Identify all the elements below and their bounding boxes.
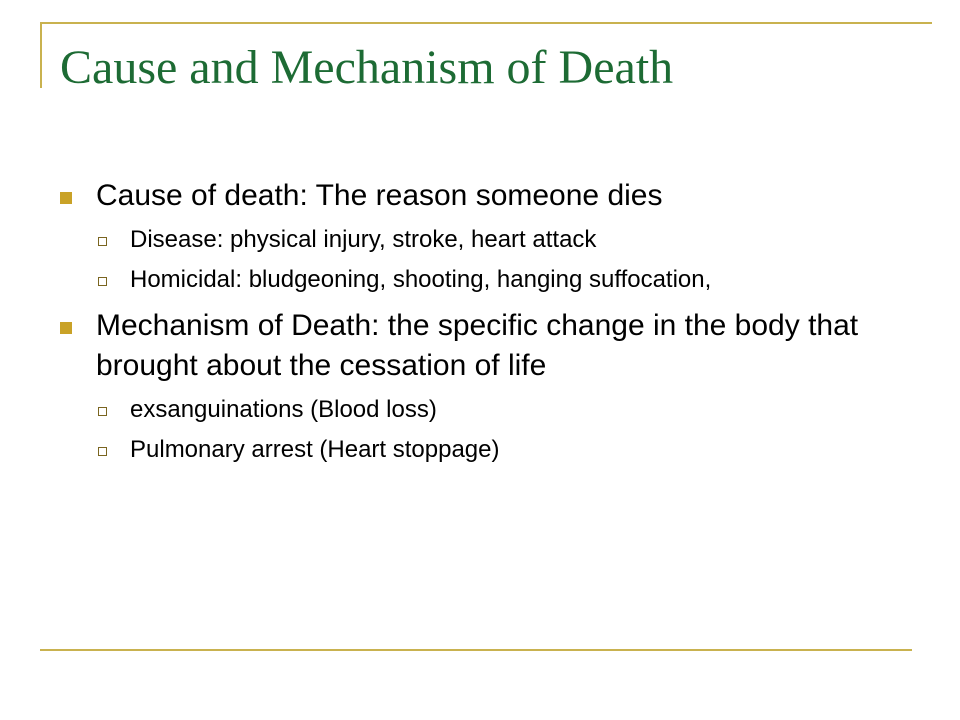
frame-bottom-line: [40, 649, 912, 651]
hollow-square-bullet-icon: [98, 407, 107, 416]
sub-bullet-text: Pulmonary arrest (Heart stoppage): [130, 436, 500, 463]
bullet-text: Cause of death: The reason someone dies: [96, 179, 663, 212]
sub-bullet-text: exsanguinations (Blood loss): [130, 396, 437, 423]
sub-bullet-list: [96, 394, 890, 466]
bullet-item-mechanism: [60, 306, 890, 466]
sub-bullet-item: [96, 434, 890, 466]
slide-title: Cause and Mechanism of Death: [60, 41, 674, 94]
sub-bullet-item: [96, 224, 890, 256]
bullet-list: [60, 176, 890, 466]
frame-left-line: [40, 22, 42, 88]
hollow-square-bullet-icon: [98, 237, 107, 246]
slide-content: [60, 176, 890, 476]
bullet-item-cause: [60, 176, 890, 296]
hollow-square-bullet-icon: [98, 447, 107, 456]
sub-bullet-item: [96, 264, 890, 296]
square-bullet-icon: [60, 192, 72, 204]
sub-bullet-item: [96, 394, 890, 426]
bullet-text: Mechanism of Death: the specific change in the body that brought about the cessation of life: [96, 309, 859, 382]
hollow-square-bullet-icon: [98, 277, 107, 286]
sub-bullet-text: Disease: physical injury, stroke, heart attack: [130, 226, 597, 253]
sub-bullet-text: Homicidal: bludgeoning, shooting, hanging suffocation,: [130, 266, 712, 293]
frame-top-line: [40, 22, 932, 24]
square-bullet-icon: [60, 322, 72, 334]
sub-bullet-list: [96, 224, 890, 296]
